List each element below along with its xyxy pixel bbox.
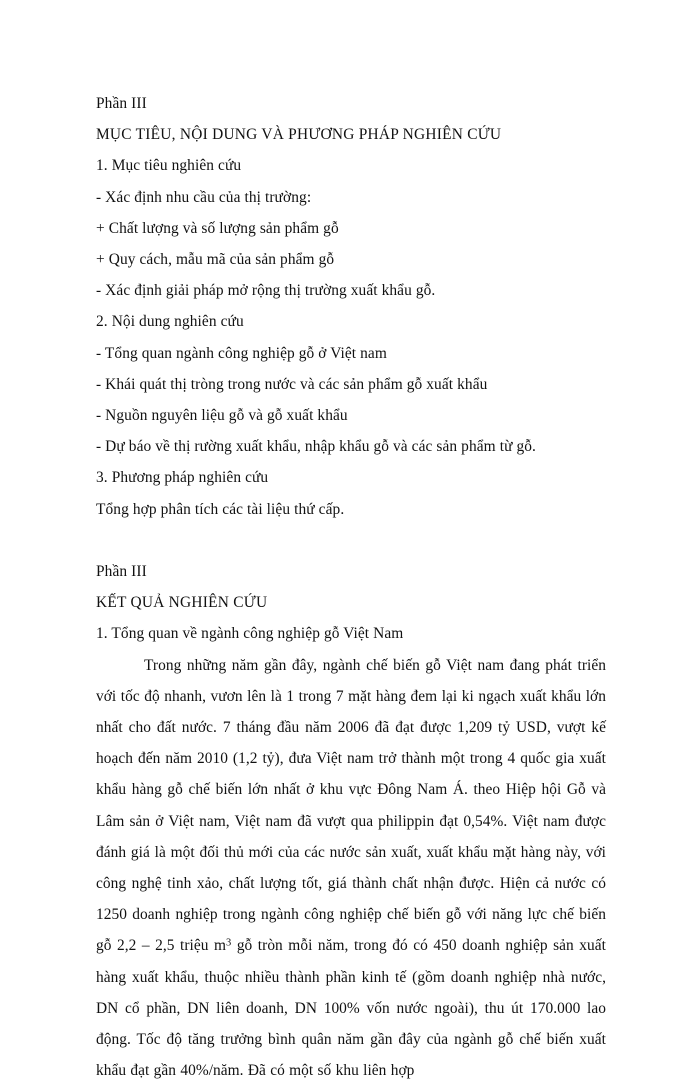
section-one-line-1: 1. Mục tiêu nghiên cứu (96, 157, 242, 175)
section-two (96, 556, 606, 1086)
section-one-line-5: - Xác định giải pháp mở rộng thị trường xuất khẩu gỗ. (96, 282, 436, 300)
section-two-subheading: 1. Tổng quan về ngành công nghiệp gỗ Việt Nam (96, 625, 404, 643)
section-one-line-2: - Xác định nhu cầu của thị trường: (96, 188, 312, 206)
section-one-line-12: Tổng hợp phân tích các tài liệu thứ cấp. (96, 500, 345, 518)
section-one-line-7: - Tổng quan ngành công nghiệp gỗ ở Việt nam (96, 344, 387, 362)
section-one-heading: MỤC TIÊU, NỘI DUNG VÀ PHƯƠNG PHÁP NGHIÊN CỨU (96, 126, 502, 144)
section-two-body-paragraph (96, 650, 606, 1086)
section-one (96, 88, 606, 525)
section-one-line-3: + Chất lượng và số lượng sản phẩm gỗ (96, 219, 339, 237)
section-one-line-6: 2. Nội dung nghiên cứu (96, 313, 244, 331)
section-one-line-8: - Khái quát thị tròng trong nước và các sản phẩm gỗ xuất khẩu (96, 375, 488, 393)
section-one-line-10: - Dự báo về thị rường xuất khẩu, nhập khẩu gỗ và các sản phẩm từ gỗ. (96, 438, 537, 456)
section-one-line-4: + Quy cách, mẫu mã của sản phẩm gỗ (96, 251, 335, 269)
section-one-part-label: Phần III (96, 95, 147, 112)
page-content (96, 88, 606, 1086)
section-gap (96, 525, 606, 556)
cubic-meter-superscript: 3 (226, 937, 232, 949)
paragraph-text-after-superscript: gỗ tròn mỗi năm, trong đó có 450 doanh nghiệp sản xuất hàng xuất khẩu, thuộc nhiều thành phần kinh tế (gồm doanh nghiệp nhà nước, DN cổ phần, DN liên doanh, DN 100% vốn nước ngoài), thu út 170.000 lao động. Tốc độ tăng trưởng bình quân năm gần đây của ngành gỗ chế biến xuất khẩu đạt gần 40%/năm. Đã có một số khu liên hợp (96, 937, 606, 1080)
section-one-line-9: - Nguồn nguyên liệu gỗ và gỗ xuất khẩu (96, 407, 348, 425)
section-two-part-label: Phần III (96, 563, 147, 581)
section-two-heading: KẾT QUẢ NGHIÊN CỨU (96, 594, 268, 612)
paragraph-text-before-superscript: Trong những năm gần đây, ngành chế biến gỗ Việt nam đang phát triển với tốc độ nhanh, vươn lên là 1 trong 7 mặt hàng đem lại ki ngạch xuất khẩu lớn nhất cho đất nước. 7 tháng đầu năm 2006 đã đạt được 1,209 tỷ USD, vượt kế hoạch đến năm 2010 (1,2 tỷ), đưa Việt nam trở thành một trong 4 quốc gia xuất khẩu hàng gỗ chế biến lớn nhất ở khu vực Đông Nam Á. theo Hiệp hội Gỗ và Lâm sản ở Việt nam, Việt nam đã vượt qua philippin đạt 0,54%. Việt nam được đánh giá là một đối thủ mới của các nước sản xuất, xuất khẩu mặt hàng này, với công nghệ tinh xảo, chất lượng tốt, giá thành chất nhận được. Hiện cả nước có 1250 doanh nghiệp trong ngành công nghiệp chế biến gỗ với năng lực chế biến gỗ 2,2 – 2,5 triệu m (96, 656, 606, 955)
section-one-line-11: 3. Phương pháp nghiên cứu (96, 469, 269, 487)
